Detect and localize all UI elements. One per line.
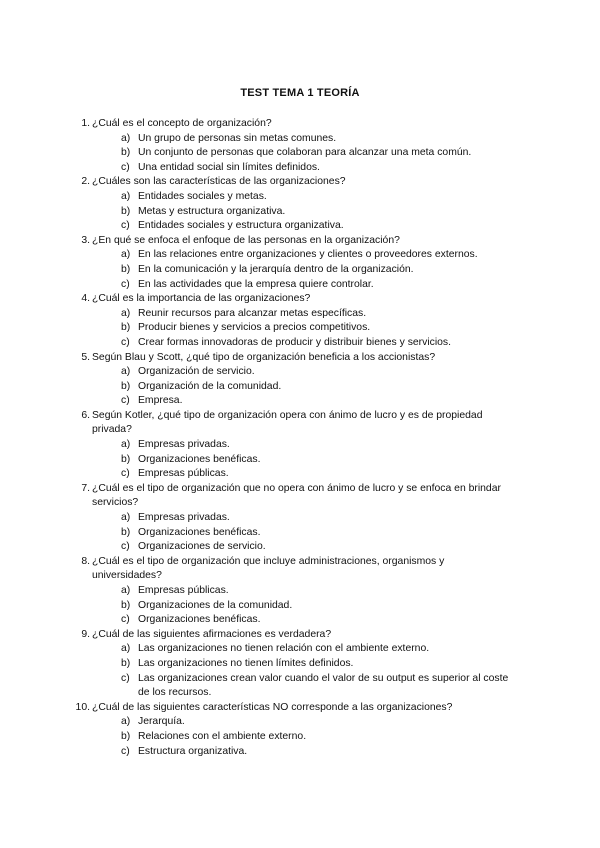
- option-list: [92, 642, 510, 700]
- option-letter: b): [121, 205, 131, 217]
- question-number: 3.: [81, 234, 90, 246]
- answer-option: [121, 540, 510, 555]
- question-text: ¿Cuál de las siguientes afirmaciones es verdadera?: [92, 628, 332, 640]
- question-number: 9.: [81, 628, 90, 640]
- answer-option: [121, 715, 510, 730]
- answer-option: [121, 190, 510, 205]
- answer-option: [121, 307, 510, 322]
- question-text: ¿En qué se enfoca el enfoque de las personas en la organización?: [92, 234, 400, 246]
- option-text: Empresa.: [138, 395, 183, 407]
- answer-option: [121, 526, 510, 541]
- question-text: ¿Cuál es el concepto de organización?: [92, 118, 272, 129]
- question-number: 4.: [81, 293, 90, 305]
- option-letter: b): [121, 380, 131, 392]
- answer-option: [121, 453, 510, 468]
- option-text: Organizaciones benéficas.: [138, 526, 261, 538]
- answer-option: [121, 321, 510, 336]
- answer-option: [121, 394, 510, 409]
- option-letter: a): [121, 307, 131, 319]
- option-text: Estructura organizativa.: [138, 745, 248, 757]
- option-letter: c): [121, 161, 130, 173]
- question-number: 7.: [81, 482, 90, 494]
- question-number: 10.: [75, 701, 90, 713]
- option-letter: b): [121, 730, 131, 742]
- option-text: Las organizaciones no tienen límites definidos.: [138, 657, 354, 669]
- option-letter: a): [121, 132, 131, 144]
- option-list: [92, 132, 510, 176]
- option-text: Entidades sociales y metas.: [138, 190, 267, 202]
- option-letter: c): [121, 672, 130, 684]
- option-text: En la comunicación y la jerarquía dentro de la organización.: [138, 263, 414, 275]
- option-list: [92, 715, 510, 759]
- question-item: [70, 701, 510, 759]
- option-text: Metas y estructura organizativa.: [138, 205, 286, 217]
- option-letter: b): [121, 526, 131, 538]
- answer-option: [121, 613, 510, 628]
- answer-option: [121, 205, 510, 220]
- option-text: Jerarquía.: [138, 716, 185, 728]
- option-letter: c): [121, 278, 130, 290]
- option-list: [92, 511, 510, 555]
- question-text: ¿Cuál es el tipo de organización que incluye administraciones, organismos y universidades?: [92, 555, 445, 582]
- answer-option: [121, 438, 510, 453]
- answer-option: [121, 132, 510, 147]
- option-text: Empresas públicas.: [138, 585, 229, 596]
- option-text: Organización de servicio.: [138, 366, 255, 378]
- answer-option: [121, 161, 510, 176]
- option-text: Organizaciones benéficas.: [138, 614, 261, 626]
- question-item: [70, 351, 510, 409]
- option-letter: c): [121, 745, 130, 757]
- option-text: En las actividades que la empresa quiere controlar.: [138, 278, 374, 290]
- question-text: ¿Cuál es la importancia de las organizaciones?: [92, 293, 311, 305]
- option-list: [92, 190, 510, 234]
- answer-option: [121, 263, 510, 278]
- question-text: Según Kotler, ¿qué tipo de organización opera con ánimo de lucro y es de propiedad privada?: [92, 409, 483, 436]
- option-letter: c): [121, 468, 130, 480]
- option-text: Empresas públicas.: [138, 468, 229, 480]
- option-letter: a): [121, 249, 131, 261]
- answer-option: [121, 219, 510, 234]
- option-text: Organizaciones de servicio.: [138, 541, 266, 553]
- option-list: [92, 307, 510, 351]
- option-text: Relaciones con el ambiente externo.: [138, 730, 307, 742]
- answer-option: [121, 278, 510, 293]
- option-text: Empresas privadas.: [138, 439, 230, 451]
- option-letter: a): [121, 439, 131, 451]
- option-letter: b): [121, 453, 131, 465]
- question-text: Según Blau y Scott, ¿qué tipo de organización beneficia a los accionistas?: [92, 351, 436, 363]
- option-text: Una entidad social sin límites definidos.: [138, 161, 320, 173]
- question-number: 5.: [81, 351, 90, 363]
- question-item: [70, 628, 510, 701]
- answer-option: [121, 730, 510, 745]
- option-letter: c): [121, 336, 130, 348]
- option-text: Un conjunto de personas que colaboran para alcanzar una meta común.: [138, 147, 472, 159]
- option-text: En las relaciones entre organizaciones y clientes o proveedores externos.: [138, 249, 478, 261]
- answer-option: [121, 511, 510, 526]
- option-text: Producir bienes y servicios a precios competitivos.: [138, 322, 371, 334]
- answer-option: [121, 248, 510, 263]
- option-letter: c): [121, 541, 130, 553]
- question-text: ¿Cuáles son las características de las organizaciones?: [92, 176, 346, 188]
- question-item: [70, 555, 510, 628]
- answer-option: [121, 467, 510, 482]
- answer-option: [121, 336, 510, 351]
- answer-option: [121, 745, 510, 760]
- question-item: [70, 292, 510, 350]
- question-number: 6.: [81, 409, 90, 421]
- option-text: Entidades sociales y estructura organizativa.: [138, 220, 344, 232]
- option-text: Empresas privadas.: [138, 512, 230, 524]
- option-letter: b): [121, 147, 131, 159]
- option-list: [92, 365, 510, 409]
- option-letter: b): [121, 657, 131, 669]
- option-text: Organización de la comunidad.: [138, 380, 282, 392]
- option-letter: a): [121, 585, 131, 596]
- question-item: [70, 234, 510, 292]
- question-item: [70, 117, 510, 175]
- option-letter: a): [121, 512, 131, 524]
- answer-option: [121, 642, 510, 657]
- question-text: ¿Cuál de las siguientes características NO corresponde a las organizaciones?: [92, 701, 453, 713]
- option-text: Organizaciones benéficas.: [138, 453, 261, 465]
- option-letter: a): [121, 366, 131, 378]
- option-text: Las organizaciones crean valor cuando el valor de su output es superior al coste de los recursos.: [138, 672, 509, 699]
- question-number: 2.: [81, 176, 90, 188]
- answer-option: [121, 146, 510, 161]
- answer-option: [121, 380, 510, 395]
- option-letter: a): [121, 190, 131, 202]
- answer-option: [121, 584, 510, 599]
- option-letter: c): [121, 395, 130, 407]
- question-item: [70, 482, 510, 555]
- question-text: ¿Cuál es el tipo de organización que no opera con ánimo de lucro y se enfoca en brindar servicios?: [92, 482, 501, 509]
- answer-option: [121, 599, 510, 614]
- option-text: Las organizaciones no tienen relación con el ambiente externo.: [138, 643, 430, 655]
- question-number: 8.: [81, 555, 90, 567]
- option-letter: c): [121, 614, 130, 626]
- option-text: Un grupo de personas sin metas comunes.: [138, 132, 337, 144]
- option-letter: b): [121, 599, 131, 611]
- option-list: [92, 438, 510, 482]
- page-title: TEST TEMA 1 TEORÍA: [240, 87, 360, 99]
- option-text: Organizaciones de la comunidad.: [138, 599, 293, 611]
- question-item: [70, 175, 510, 233]
- question-number: 1.: [81, 118, 90, 129]
- option-letter: b): [121, 322, 131, 334]
- answer-option: [121, 657, 510, 672]
- option-text: Crear formas innovadoras de producir y distribuir bienes y servicios.: [138, 336, 452, 348]
- option-list: [92, 248, 510, 292]
- option-text: Reunir recursos para alcanzar metas específicas.: [138, 307, 367, 319]
- answer-option: [121, 365, 510, 380]
- option-list: [92, 584, 510, 628]
- option-letter: a): [121, 716, 131, 728]
- option-letter: c): [121, 220, 130, 232]
- option-letter: b): [121, 263, 131, 275]
- question-item: [70, 409, 510, 482]
- question-list: [70, 117, 510, 759]
- answer-option: [121, 672, 510, 701]
- option-letter: a): [121, 643, 131, 655]
